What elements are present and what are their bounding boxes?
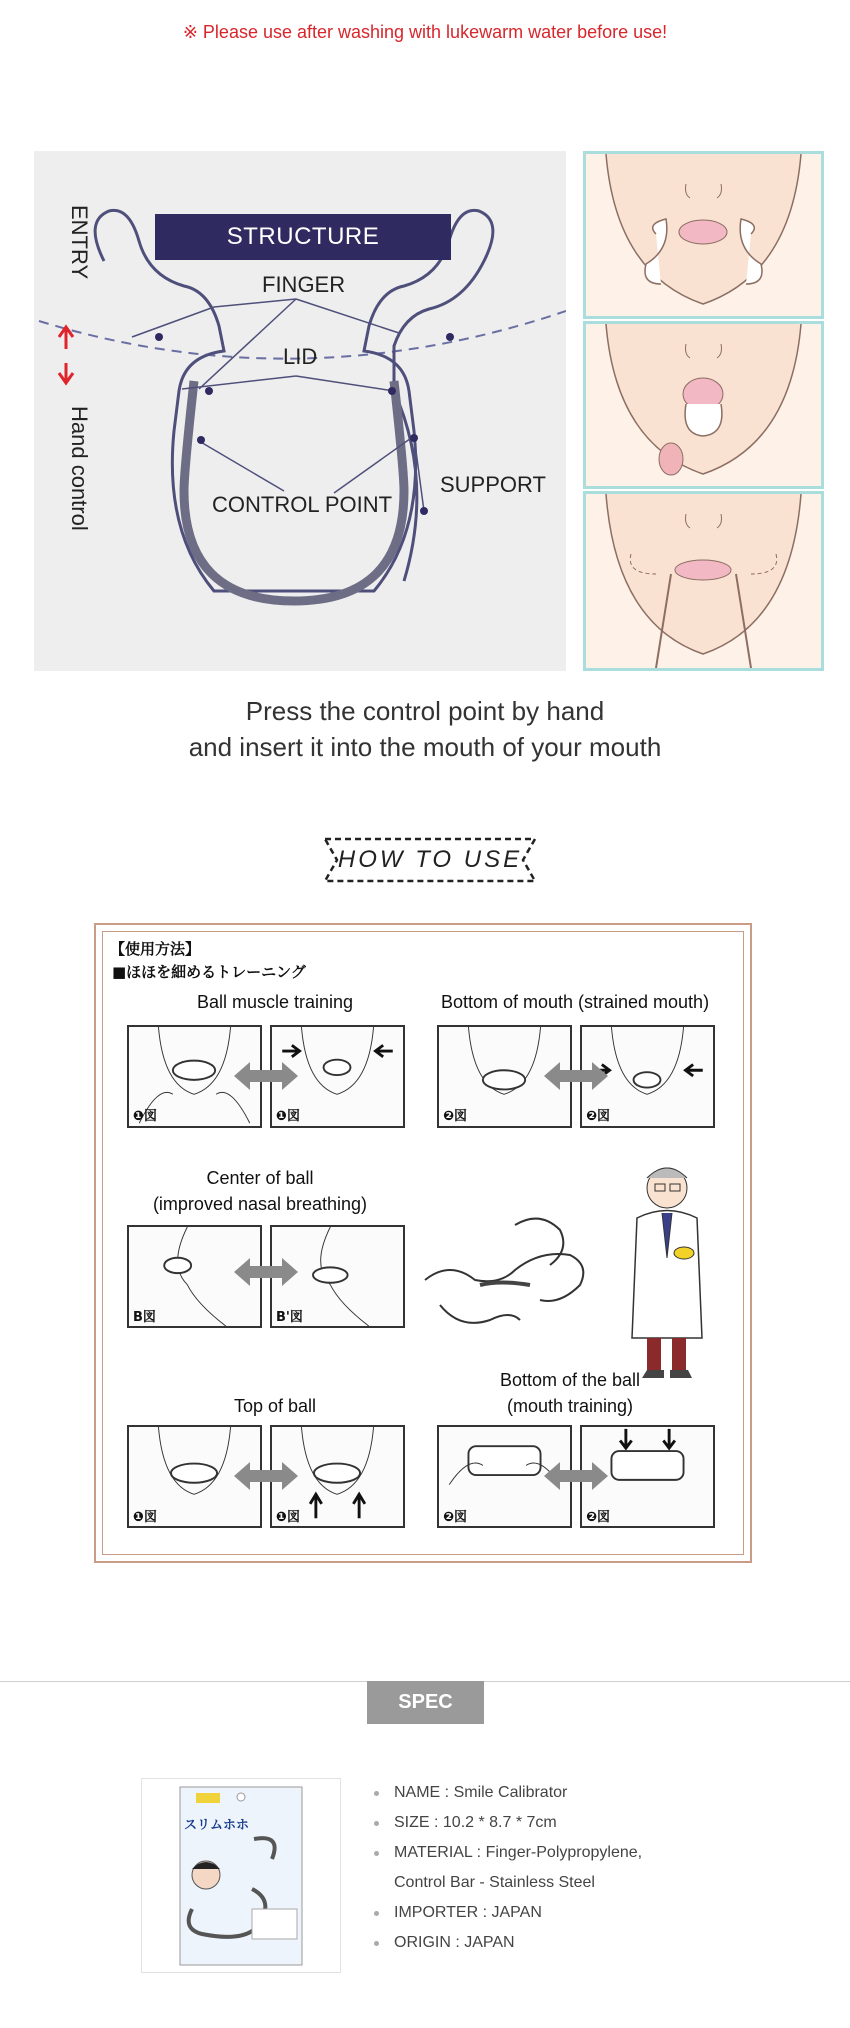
double-arrow-5 [542, 1460, 610, 1492]
spec-material-cont: Control Bar - Stainless Steel [394, 1874, 595, 1891]
double-arrow-1 [232, 1060, 300, 1092]
center-ball-label-1: Center of ball [206, 1168, 314, 1188]
spec-importer: IMPORTER : JAPAN [374, 1898, 794, 1928]
caption-line-2: and insert it into the mouth of your mouth [188, 732, 662, 762]
fig-label-2a: ❷図 [443, 1109, 468, 1124]
face-step-2-image [583, 321, 824, 489]
entry-label: ENTRY [67, 205, 92, 280]
spec-origin: ORIGIN : JAPAN [374, 1928, 794, 1958]
support-label: SUPPORT [440, 472, 546, 497]
spec-size: SIZE : 10.2 * 8.7 * 7cm [374, 1808, 794, 1838]
face-step-1-image [583, 151, 824, 319]
fig-label-B: B図 [133, 1310, 156, 1325]
lid-label: LID [283, 344, 318, 369]
top-ball-label: Top of ball [233, 1396, 317, 1416]
spec-name: NAME : Smile Calibrator [374, 1778, 794, 1808]
washing-notice: ※ Please use after washing with lukewarm water before use! [182, 22, 668, 42]
bottom-ball-label-2: (mouth training) [506, 1396, 634, 1416]
fig-label-B2: B'図 [276, 1310, 303, 1325]
fig-label-3a: ❶図 [133, 1510, 158, 1525]
fig-label-3b: ❶図 [276, 1510, 301, 1525]
fig-label-4a: ❷図 [443, 1510, 468, 1525]
double-arrow-2 [542, 1060, 610, 1092]
bottom-ball-label-1: Bottom of the ball [499, 1370, 641, 1390]
caption-line-1: Press the control point by hand [245, 696, 605, 726]
fig-label-2b: ❷図 [586, 1109, 611, 1124]
double-arrow-4 [232, 1460, 300, 1492]
product-image [141, 1778, 341, 1973]
finger-label: FINGER [262, 272, 346, 297]
double-arrow-3 [232, 1256, 300, 1288]
control-point-label: CONTROL POINT [212, 492, 393, 517]
guide-jp-subheading: ■ほほを細めるトレーニング [112, 963, 306, 981]
guide-jp-heading: 【使用方法】 [110, 940, 201, 958]
hand-control-label: Hand control [67, 406, 92, 531]
how-to-use-heading: HOW TO USE [337, 846, 523, 873]
fig-label-4b: ❷図 [586, 1510, 611, 1525]
spec-material: MATERIAL : Finger-Polypropylene, [374, 1838, 794, 1868]
hand-device-sketch [420, 1210, 595, 1335]
spec-list [374, 1778, 794, 1958]
doctor-illustration [622, 1158, 717, 1388]
spec-badge: SPEC [367, 1681, 484, 1724]
bottom-mouth-label: Bottom of mouth (strained mouth) [440, 992, 710, 1012]
product-jp-name: スリムホホ [184, 1818, 250, 1833]
face-step-3-image [583, 491, 824, 671]
fig-label-1a: ❶図 [133, 1109, 158, 1124]
ball-muscle-label: Ball muscle training [196, 992, 354, 1012]
structure-title: STRUCTURE [155, 214, 451, 260]
fig-label-1b: ❶図 [276, 1109, 301, 1124]
center-ball-label-2: (improved nasal breathing) [152, 1194, 368, 1214]
